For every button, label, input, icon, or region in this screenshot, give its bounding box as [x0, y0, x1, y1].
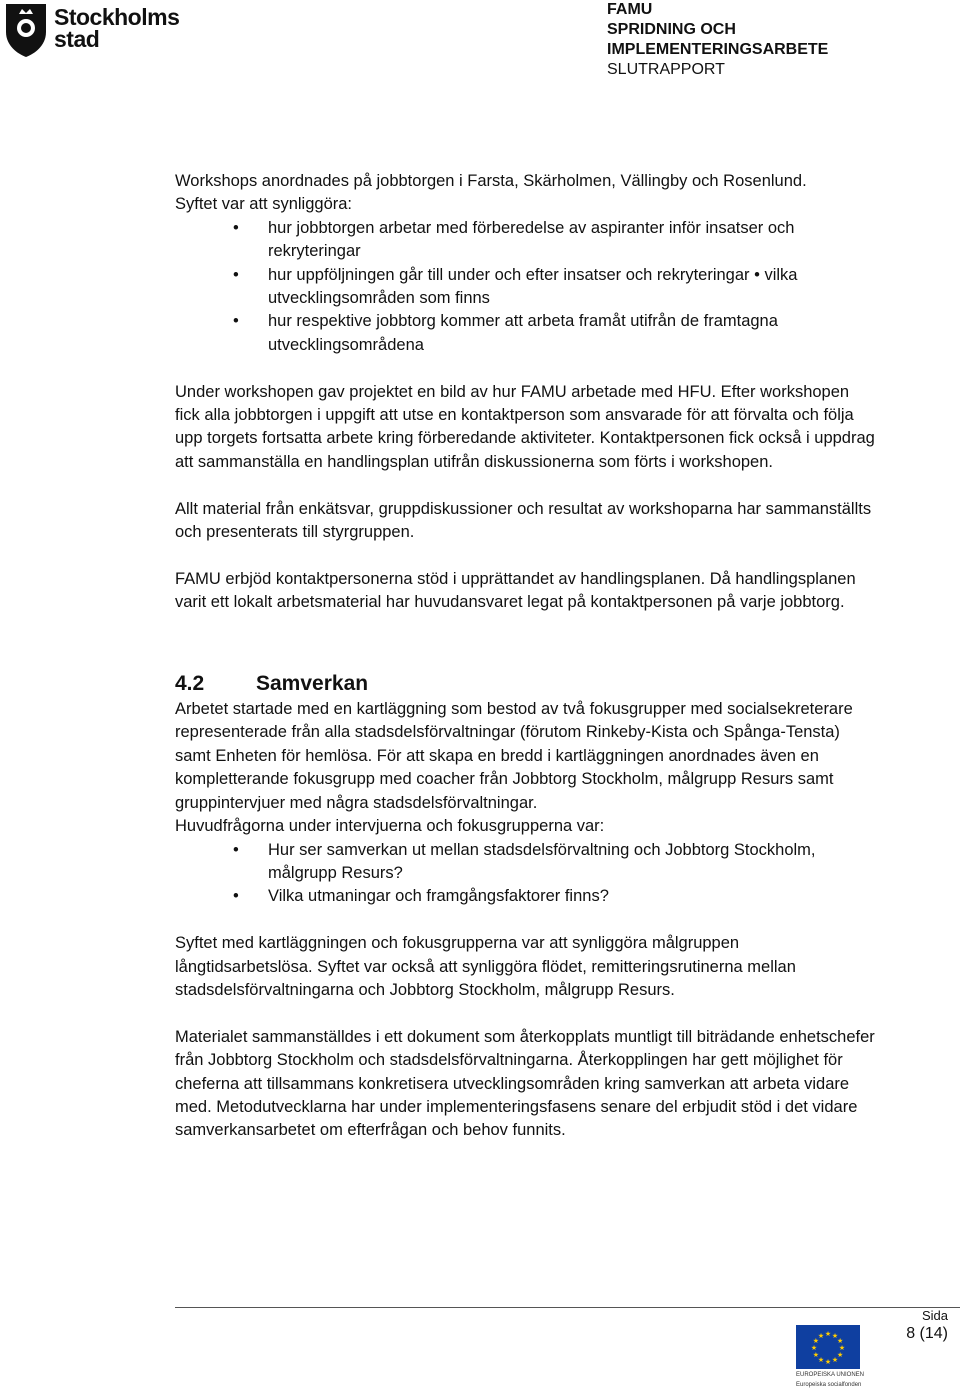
- eu-star-icon: ★: [812, 1352, 820, 1359]
- logo-line-2: stad: [54, 26, 100, 52]
- header-subtitle-1: SPRIDNING OCH: [607, 21, 736, 38]
- list-item: • hur respektive jobbtorg kommer att arbeta framåt utifrån de framtagna utvecklingsområdena: [268, 310, 875, 357]
- paragraph: FAMU erbjöd kontaktpersonerna stöd i upprättandet av handlingsplanen. Då handlingsplanen varit ett lokalt arbetsmaterial har huvudansvaret legat på kontaktpersonen på varje jobbtorg.: [175, 569, 856, 612]
- logo-line-1: Stockholms: [54, 4, 180, 30]
- section-number: 4.2: [175, 672, 205, 696]
- document-header: [607, 0, 828, 80]
- eu-star-icon: ★: [831, 1357, 839, 1365]
- eu-star-icon: ★: [810, 1345, 818, 1352]
- eu-star-icon: ★: [838, 1345, 846, 1352]
- eu-star-icon: ★: [831, 1332, 839, 1340]
- city-logo: [0, 0, 200, 62]
- list-item: • hur jobbtorgen arbetar med förberedelse av aspiranter inför insatser och rekryteringar: [268, 217, 875, 264]
- paragraph: Syftet med kartläggningen och fokusgrupperna var att synliggöra målgruppen långtidsarbetslösa. Syftet var också att synliggöra flödet, remitteringsrutinerna mellan stadsdelsförvaltningarna och Jobbtorg Stockholm, målgrupp Resurs.: [175, 934, 796, 999]
- section-heading: [175, 670, 875, 698]
- eu-star-icon: ★: [836, 1338, 844, 1345]
- section-title: Samverkan: [256, 672, 369, 696]
- eu-star-icon: ★: [824, 1359, 832, 1366]
- report-type: SLUTRAPPORT: [607, 61, 725, 78]
- eu-star-icon: ★: [836, 1352, 844, 1359]
- bullet-list: [175, 217, 875, 357]
- eu-star-icon: ★: [817, 1332, 825, 1340]
- page-indicator: [904, 1308, 948, 1344]
- header-subtitle-2: IMPLEMENTERINGSARBETE: [607, 41, 829, 58]
- page-number: 8 (14): [906, 1325, 948, 1342]
- paragraph: Arbetet startade med en kartläggning som bestod av två fokusgrupper med socialsekreterare representerade från alla stadsdelsförvaltningar (förutom Rinkeby-Kista och Spånga-Tensta) samt Enheten för hemlösa. För att skapa en bredd i kartläggningen anordnades även en kompletterande fokusgrupp med coacher från Jobbtorg Stockholm, målgrupp Resurs samt gruppintervjuer med några stadsdelsförvaltningar.: [175, 700, 853, 812]
- list-item: • Vilka utmaningar och framgångsfaktorer finns?: [268, 885, 875, 908]
- paragraph: Workshops anordnades på jobbtorgen i Farsta, Skärholmen, Vällingby och Rosenlund.: [175, 172, 807, 190]
- paragraph: Materialet sammanställdes i ett dokument som återkopplats muntligt till biträdande enhetschefer från Jobbtorg Stockholm och stadsdelsförvaltningarna. Återkopplingen har gett möjlighet för cheferna att tillsammans konkretisera utvecklingsområden kring samverkan att arbeta vidare med. Metodutvecklarna har under implementeringsfasens senare del erbjudit stöd i det vidare samverkansarbetet om efterfrågan och behov funnits.: [175, 1027, 875, 1140]
- paragraph: Allt material från enkätsvar, gruppdiskussioner och resultat av workshoparna har sammanställts och presenterats till styrgruppen.: [175, 499, 872, 542]
- eu-star-icon: ★: [817, 1357, 825, 1365]
- eu-flag-icon: [796, 1325, 860, 1369]
- eu-caption-1: EUROPEISKA UNIONEN: [796, 1372, 865, 1378]
- project-name: FAMU: [607, 1, 653, 18]
- paragraph: Huvudfrågorna under intervjuerna och fokusgrupperna var:: [175, 817, 605, 836]
- eu-caption-2: Europeiska socialfonden: [796, 1382, 862, 1388]
- page-label: Sida: [921, 1308, 948, 1323]
- paragraph: Under workshopen gav projektet en bild av hur FAMU arbetade med HFU. Efter workshopen fick alla jobbtorgen i uppgift att utse en kontaktperson som ansvarade för att förvalta och följa upp torgets fortsatta arbete kring förberedande aktiviteter. Kontaktpersonen fick också i uppdrag att sammanställa en handlingsplan utifrån diskussionerna som förts i workshopen.: [175, 382, 875, 471]
- document-body: [175, 170, 875, 1143]
- bullet-list: [175, 839, 875, 909]
- coat-of-arms-icon: [4, 2, 48, 58]
- paragraph: Syftet var att synliggöra:: [175, 195, 352, 214]
- list-item: • Hur ser samverkan ut mellan stadsdelsförvaltning och Jobbtorg Stockholm, målgrupp Resurs?: [268, 839, 875, 886]
- eu-star-icon: ★: [812, 1338, 820, 1345]
- list-item: • hur uppföljningen går till under och efter insatser och rekryteringar • vilka utvecklingsområden som finns: [268, 264, 875, 311]
- eu-logo: [796, 1325, 865, 1388]
- footer-divider: [175, 1307, 960, 1308]
- eu-star-icon: ★: [824, 1331, 832, 1338]
